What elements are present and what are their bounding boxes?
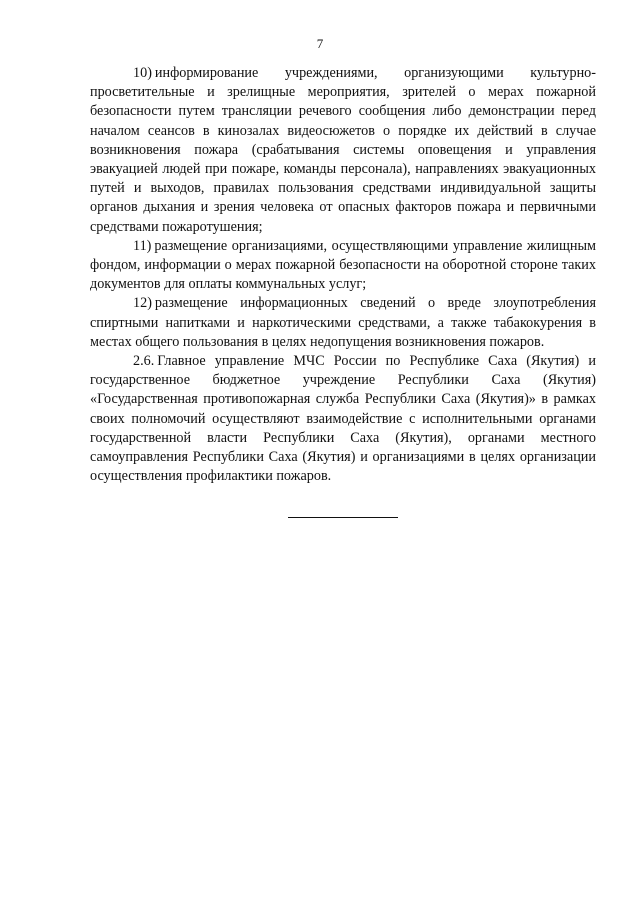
document-body — [90, 64, 596, 486]
section-number: 2.6. — [133, 353, 155, 370]
paragraph-text: размещение информационных сведений о вреде злоупотребления спиртными напитками и наркотическими средствами, а также табакокурения в местах общего пользования в целях недопущения возникновения пожаров. — [90, 295, 596, 350]
item-number: 12) — [133, 295, 152, 312]
item-number: 10) — [133, 65, 152, 81]
paragraph-section-2-6 — [90, 352, 596, 486]
page-number: 7 — [316, 36, 324, 51]
paragraph-item-12 — [90, 294, 596, 352]
paragraph-text: информирование учреждениями, организующими культурно-просветительные и зрелищные мероприятия, зрителей о мерах пожарной безопасности путем трансляции речевого сообщения либо демонстрации перед началом сеансов в кинозалах видеосюжетов о порядке их действий в случае возникновения пожара (срабатывания системы оповещения и управления эвакуацией людей при пожаре, команды персонала), направлениях эвакуационных путей и выходов, правилах пользования средствами индивидуальной защиты органов дыхания и зрения человека от опасных факторов пожара и первичными средствами пожаротушения; — [90, 65, 596, 235]
paragraph-item-11 — [90, 237, 596, 295]
end-separator-line — [288, 517, 398, 518]
paragraph-text: размещение организациями, осуществляющими управление жилищным фондом, информации о мерах пожарной безопасности на оборотной стороне таких документов для оплаты коммунальных услуг; — [90, 237, 596, 293]
item-number: 11) — [133, 237, 152, 254]
paragraph-text: Главное управление МЧС России по Республике Саха (Якутия) и государственное бюджетное учреждение Республики Саха (Якутия) «Государственная противопожарная служба Республики Саха (Якутия)» в рамках своих полномочий осуществляют взаимодействие с исполнительными органами государственной власти Республики Саха (Якутия), органами местного самоуправления Республики Саха (Якутия) и организациями в целях организации осуществления профилактики пожаров. — [90, 353, 596, 485]
paragraph-item-10 — [90, 64, 596, 237]
